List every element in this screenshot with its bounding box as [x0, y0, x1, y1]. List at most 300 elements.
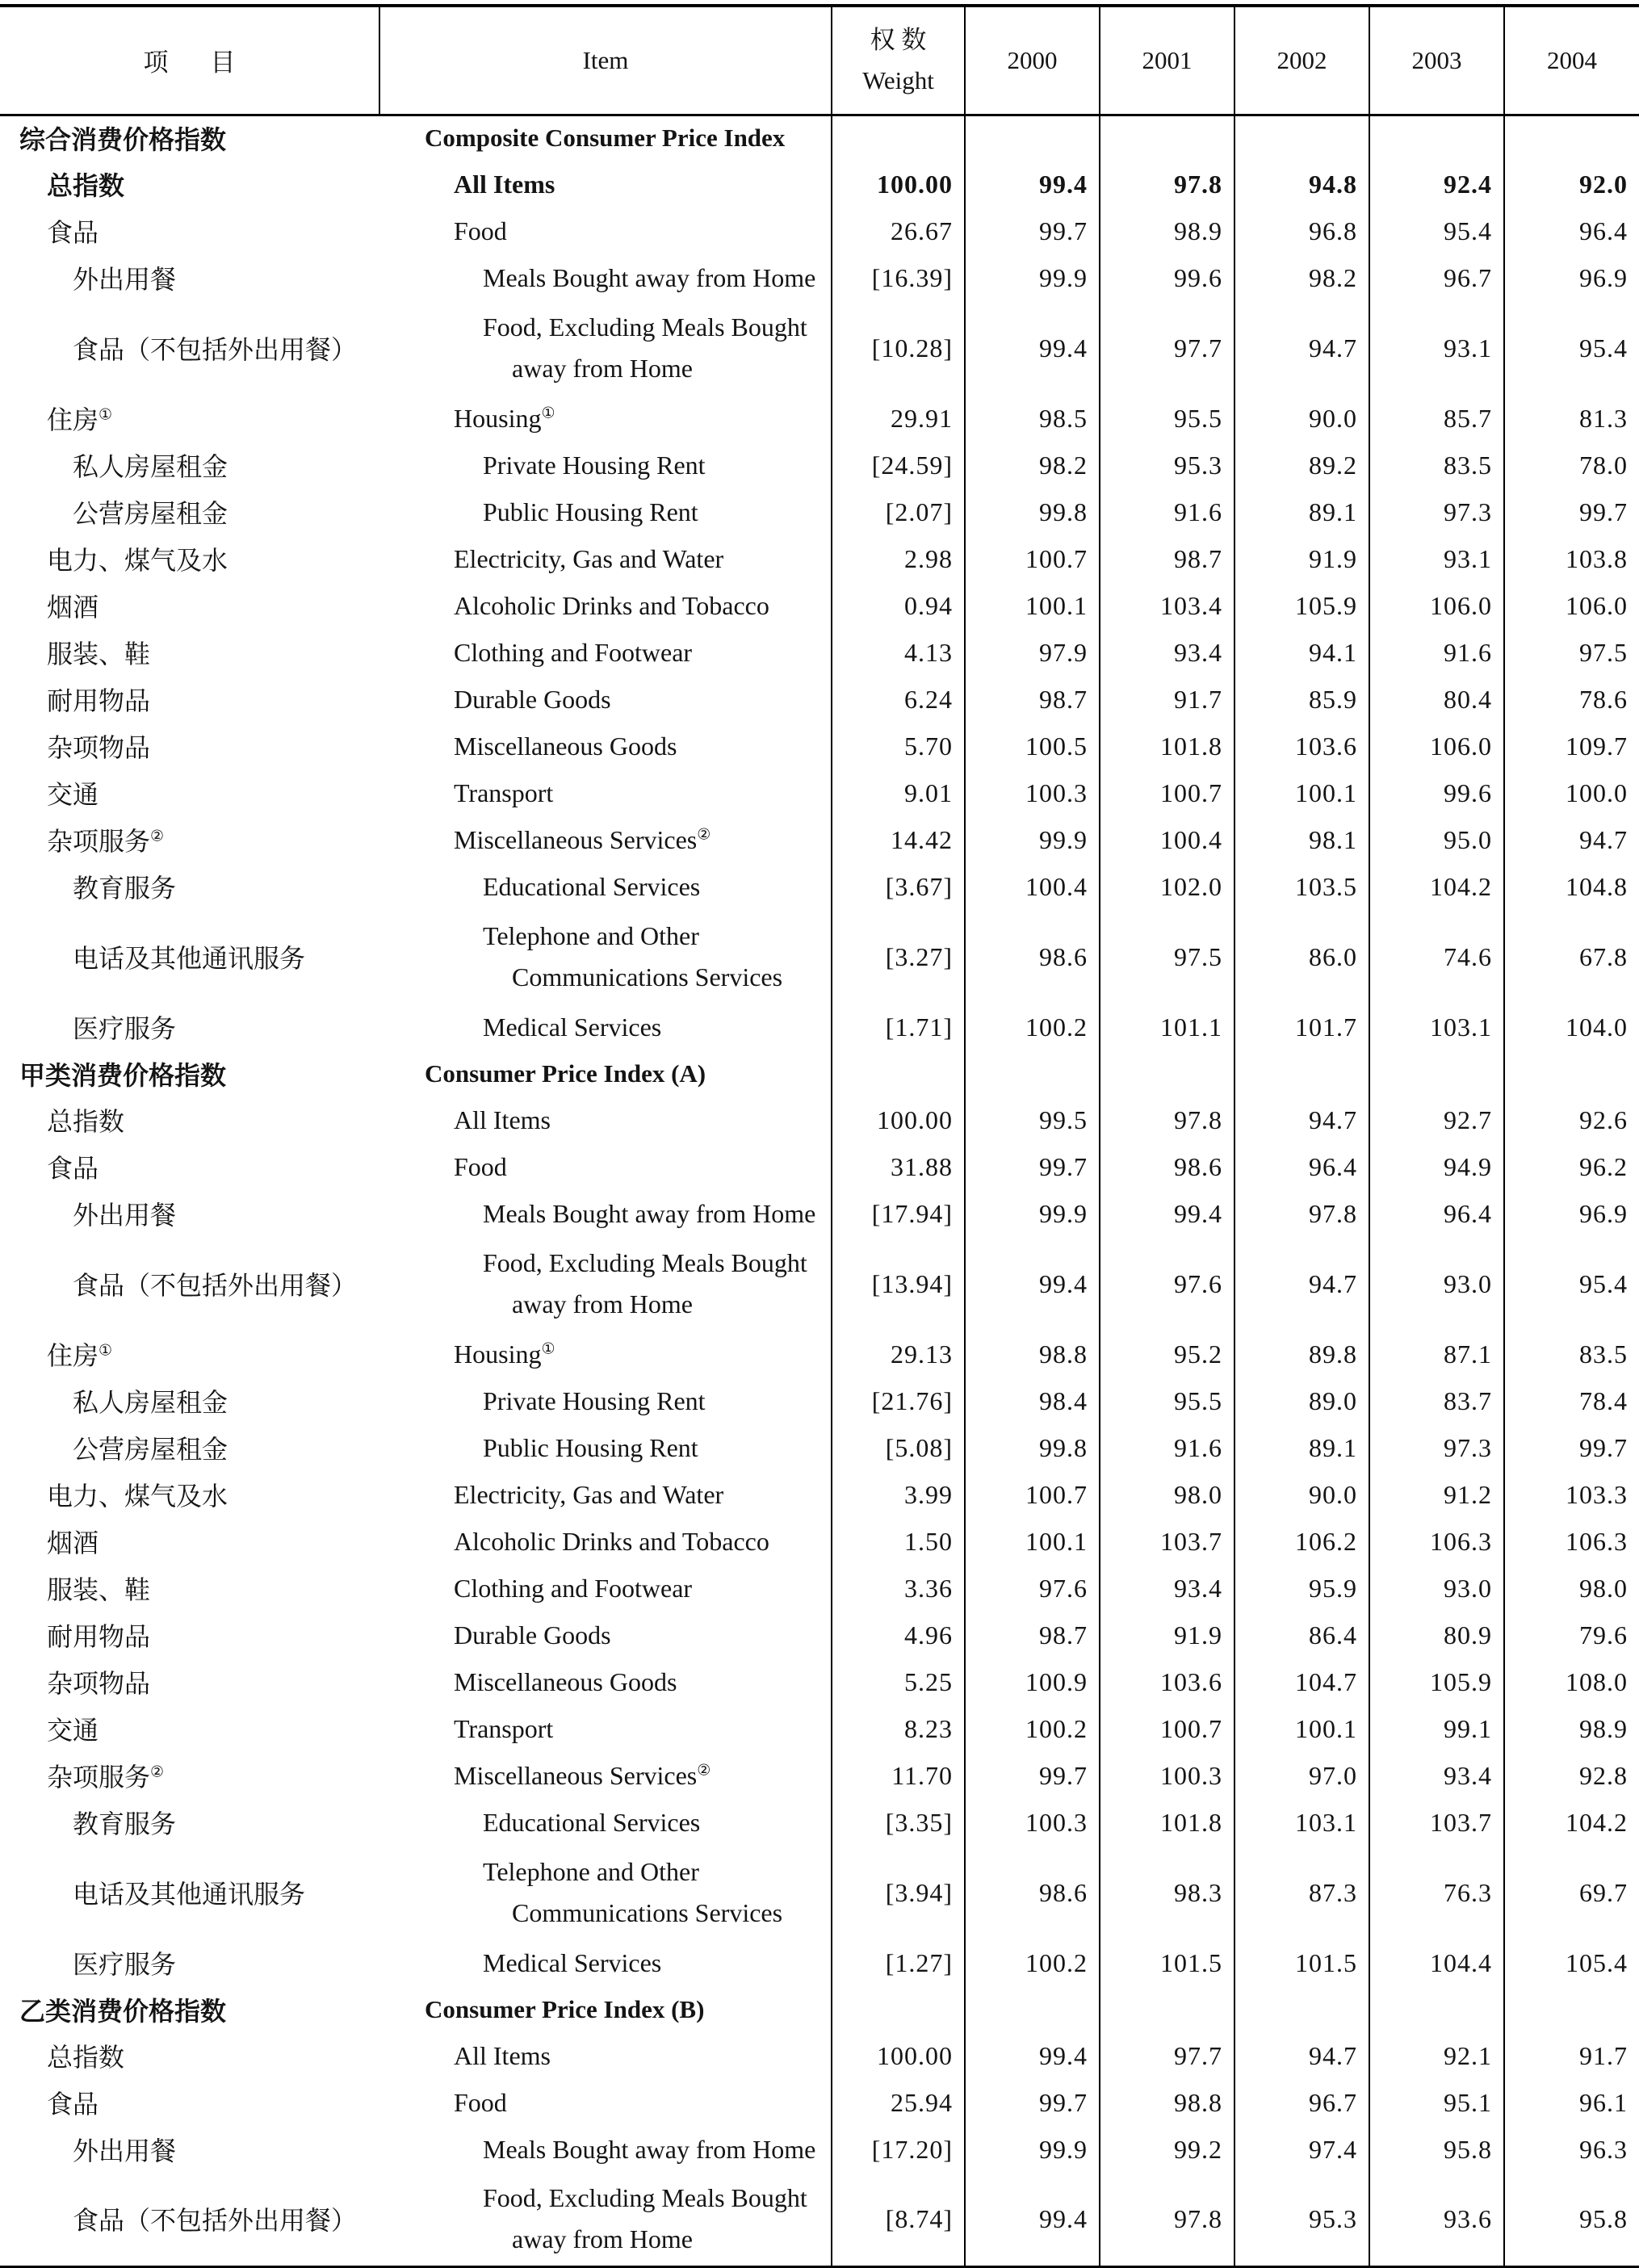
value-cell: 104.2: [1504, 1799, 1639, 1846]
table-row: [0, 1846, 1639, 1939]
item-name-en: [379, 2032, 832, 2079]
item-name-cn: [0, 1612, 379, 1658]
value-cell: 101.5: [1100, 1939, 1234, 1986]
item-name-en: [379, 1237, 832, 1331]
table-row: [0, 161, 1639, 208]
item-name-en: [379, 1658, 832, 1705]
value-cell: 98.6: [965, 910, 1100, 1004]
item-name-cn: [0, 1237, 379, 1331]
value-cell: 94.9: [1369, 1143, 1504, 1190]
item-name-en-text: Transport: [454, 778, 554, 807]
item-name-en: [379, 301, 832, 395]
footnote-mark: ②: [150, 1763, 165, 1781]
value-cell: [1100, 1050, 1234, 1096]
value-cell: 106.3: [1369, 1518, 1504, 1565]
value-cell: 99.4: [965, 161, 1100, 208]
value-cell: 95.0: [1369, 816, 1504, 863]
item-name-cn: [0, 629, 379, 676]
value-cell: 100.7: [965, 535, 1100, 582]
value-cell: 83.7: [1369, 1377, 1504, 1424]
item-name-cn-text: 电话及其他通讯服务: [73, 1880, 306, 1909]
value-cell: 100.4: [965, 863, 1100, 910]
value-cell: [1504, 115, 1639, 161]
item-name-en-text: Public Housing Rent: [483, 1432, 698, 1462]
value-cell: 93.4: [1100, 1565, 1234, 1612]
value-cell: 99.7: [1504, 488, 1639, 535]
value-cell: 95.4: [1504, 301, 1639, 395]
value-cell: [1100, 1986, 1234, 2032]
item-name-cn: [0, 1658, 379, 1705]
item-name-en: [379, 2079, 832, 2126]
item-name-en-text: Transport: [454, 1713, 554, 1743]
weight-cell: 9.01: [832, 769, 965, 816]
weight-cell: [10.28]: [832, 301, 965, 395]
value-cell: 93.4: [1100, 629, 1234, 676]
value-cell: 89.8: [1234, 1331, 1369, 1377]
table-row: [0, 910, 1639, 1004]
weight-cell: 2.98: [832, 535, 965, 582]
value-cell: 99.1: [1369, 1705, 1504, 1752]
value-cell: 96.7: [1369, 254, 1504, 301]
footnote-mark: ①: [99, 406, 113, 424]
table-row: [0, 1799, 1639, 1846]
value-cell: 106.2: [1234, 1518, 1369, 1565]
item-name-en-text: All Items: [454, 2040, 551, 2070]
value-cell: 96.9: [1504, 254, 1639, 301]
header-year: 2000: [965, 6, 1100, 115]
table-row: [0, 301, 1639, 395]
value-cell: 98.0: [1100, 1471, 1234, 1518]
value-cell: 100.5: [965, 723, 1100, 769]
item-name-en: [379, 910, 832, 1004]
value-cell: 98.6: [1100, 1143, 1234, 1190]
value-cell: 96.4: [1234, 1143, 1369, 1190]
value-cell: 97.8: [1100, 1096, 1234, 1143]
value-cell: 97.4: [1234, 2126, 1369, 2173]
item-name-en: [379, 208, 832, 254]
item-name-cn-text: 交通: [47, 1716, 99, 1745]
table-row: [0, 582, 1639, 629]
value-cell: [965, 115, 1100, 161]
item-name-en: [379, 582, 832, 629]
item-name-cn-text: 总指数: [47, 2043, 125, 2072]
value-cell: [1234, 1050, 1369, 1096]
value-cell: 97.5: [1504, 629, 1639, 676]
value-cell: 67.8: [1504, 910, 1639, 1004]
item-name-cn-text: 食品（不包括外出用餐）: [73, 1271, 358, 1300]
weight-cell: 1.50: [832, 1518, 965, 1565]
item-name-en: [379, 535, 832, 582]
item-name-en-line2: Communications Services: [512, 1898, 783, 1927]
table-row: [0, 2173, 1639, 2266]
weight-cell: 29.91: [832, 395, 965, 442]
item-name-cn: [0, 161, 379, 208]
value-cell: 98.1: [1234, 816, 1369, 863]
weight-cell: 8.23: [832, 1705, 965, 1752]
value-cell: [1369, 1050, 1504, 1096]
value-cell: 87.3: [1234, 1846, 1369, 1939]
item-name-en-text: Electricity, Gas and Water: [454, 543, 724, 573]
value-cell: 99.7: [965, 208, 1100, 254]
item-name-cn-text: 电力、煤气及水: [47, 1482, 228, 1511]
value-cell: 97.8: [1100, 2173, 1234, 2266]
table-row: [0, 1237, 1639, 1331]
item-name-cn: [0, 863, 379, 910]
value-cell: 95.2: [1100, 1331, 1234, 1377]
value-cell: 93.0: [1369, 1237, 1504, 1331]
value-cell: 97.8: [1234, 1190, 1369, 1237]
item-name-cn-text: 住房: [47, 405, 99, 434]
item-name-en-text: Educational Services: [483, 1807, 701, 1837]
value-cell: 100.1: [1234, 1705, 1369, 1752]
item-name-cn-text: 外出用餐: [73, 2136, 177, 2165]
value-cell: 94.7: [1234, 1096, 1369, 1143]
table-row: [0, 2079, 1639, 2126]
item-name-cn-text: 服装、鞋: [47, 639, 151, 669]
item-name-en: [379, 161, 832, 208]
value-cell: 100.4: [1100, 816, 1234, 863]
item-name-cn: [0, 1752, 379, 1799]
value-cell: 100.1: [1234, 769, 1369, 816]
table-row: [0, 676, 1639, 723]
header-year: 2004: [1504, 6, 1639, 115]
value-cell: 104.8: [1504, 863, 1639, 910]
item-name-cn: [0, 2079, 379, 2126]
item-name-cn-text: 公营房屋租金: [73, 1435, 228, 1464]
value-cell: 85.7: [1369, 395, 1504, 442]
item-name-en-text: Food: [454, 2087, 507, 2117]
item-name-en: [379, 769, 832, 816]
weight-cell: 11.70: [832, 1752, 965, 1799]
item-name-cn: [0, 1799, 379, 1846]
item-name-en-text: Alcoholic Drinks and Tobacco: [454, 1526, 769, 1556]
value-cell: 100.7: [1100, 1705, 1234, 1752]
item-name-cn-text: 耐用物品: [47, 686, 151, 715]
value-cell: 100.1: [965, 582, 1100, 629]
cpi-table: [0, 4, 1639, 2268]
value-cell: 100.3: [965, 769, 1100, 816]
value-cell: 89.1: [1234, 1424, 1369, 1471]
value-cell: 96.9: [1504, 1190, 1639, 1237]
item-name-cn: [0, 1846, 379, 1939]
header-weight: [832, 6, 965, 115]
item-name-cn-text: 医疗服务: [73, 1950, 177, 1979]
item-name-en-text: Alcoholic Drinks and Tobacco: [454, 590, 769, 620]
item-name-en-text: Food, Excluding Meals Bought: [483, 1248, 807, 1277]
value-cell: 96.8: [1234, 208, 1369, 254]
weight-cell: 0.94: [832, 582, 965, 629]
section-title-cn: 乙类消费价格指数: [19, 1996, 227, 2026]
item-name-en-text: Durable Goods: [454, 1620, 611, 1650]
header-weight-cn: 权 数: [870, 25, 927, 54]
item-name-en-text: All Items: [454, 1105, 551, 1134]
section-title-en: Composite Consumer Price Index: [425, 124, 786, 153]
item-name-en: [379, 629, 832, 676]
item-name-cn-text: 杂项服务: [47, 1763, 151, 1792]
item-name-cn: [0, 535, 379, 582]
weight-cell: [1.27]: [832, 1939, 965, 1986]
item-name-en-text: Private Housing Rent: [483, 450, 706, 480]
value-cell: 103.1: [1369, 1004, 1504, 1050]
item-name-en: [379, 1752, 832, 1799]
value-cell: 81.3: [1504, 395, 1639, 442]
item-name-en-text: Meals Bought away from Home: [483, 2134, 816, 2164]
value-cell: 103.3: [1504, 1471, 1639, 1518]
value-cell: 93.6: [1369, 2173, 1504, 2266]
item-name-en: [379, 1143, 832, 1190]
value-cell: 105.9: [1369, 1658, 1504, 1705]
item-name-cn: [0, 1518, 379, 1565]
value-cell: 95.1: [1369, 2079, 1504, 2126]
value-cell: 91.2: [1369, 1471, 1504, 1518]
weight-cell: 100.00: [832, 2032, 965, 2079]
weight-cell: [3.35]: [832, 1799, 965, 1846]
item-name-en: [379, 442, 832, 488]
value-cell: 91.6: [1100, 1424, 1234, 1471]
value-cell: 98.8: [965, 1331, 1100, 1377]
value-cell: 104.7: [1234, 1658, 1369, 1705]
item-name-cn: [0, 1939, 379, 1986]
value-cell: 100.3: [965, 1799, 1100, 1846]
table-row: [0, 1705, 1639, 1752]
value-cell: 94.1: [1234, 629, 1369, 676]
value-cell: 99.4: [965, 2173, 1100, 2266]
item-name-en-text: Housing: [454, 1339, 542, 1369]
item-name-cn-text: 耐用物品: [47, 1622, 151, 1651]
weight-cell: 25.94: [832, 2079, 965, 2126]
value-cell: 99.7: [965, 1752, 1100, 1799]
footnote-mark: ①: [541, 404, 555, 421]
item-name-en: [379, 1799, 832, 1846]
weight-cell: 5.25: [832, 1658, 965, 1705]
item-name-cn: [0, 2032, 379, 2079]
item-name-en-text: Educational Services: [483, 871, 701, 901]
value-cell: 92.7: [1369, 1096, 1504, 1143]
weight-cell: [3.27]: [832, 910, 965, 1004]
item-name-cn-text: 杂项物品: [47, 733, 151, 762]
value-cell: 99.2: [1100, 2126, 1234, 2173]
value-cell: 106.0: [1369, 723, 1504, 769]
item-name-en: [379, 1377, 832, 1424]
value-cell: 89.2: [1234, 442, 1369, 488]
value-cell: 78.6: [1504, 676, 1639, 723]
table-row: [0, 1658, 1639, 1705]
item-name-cn: [0, 2126, 379, 2173]
weight-cell: 4.96: [832, 1612, 965, 1658]
value-cell: 95.9: [1234, 1565, 1369, 1612]
item-name-en: [379, 863, 832, 910]
value-cell: [1504, 1986, 1639, 2032]
item-name-cn: [0, 1377, 379, 1424]
value-cell: 103.7: [1100, 1518, 1234, 1565]
table-row: [0, 769, 1639, 816]
item-name-en: [379, 816, 832, 863]
item-name-en: [379, 1331, 832, 1377]
table-body: [0, 115, 1639, 2266]
value-cell: 101.8: [1100, 1799, 1234, 1846]
item-name-cn-text: 电力、煤气及水: [47, 546, 228, 575]
value-cell: 92.1: [1369, 2032, 1504, 2079]
item-name-cn: [0, 208, 379, 254]
value-cell: 100.2: [965, 1939, 1100, 1986]
value-cell: 98.9: [1100, 208, 1234, 254]
item-name-cn: [0, 1471, 379, 1518]
table-row: [0, 1612, 1639, 1658]
weight-cell: [17.94]: [832, 1190, 965, 1237]
value-cell: 95.5: [1100, 395, 1234, 442]
item-name-en-text: Miscellaneous Goods: [454, 731, 677, 761]
value-cell: 100.2: [965, 1705, 1100, 1752]
item-name-en: [379, 395, 832, 442]
value-cell: 92.8: [1504, 1752, 1639, 1799]
value-cell: 96.2: [1504, 1143, 1639, 1190]
weight-cell: [832, 115, 965, 161]
value-cell: 78.0: [1504, 442, 1639, 488]
item-name-cn: [0, 582, 379, 629]
value-cell: 99.4: [965, 1237, 1100, 1331]
item-name-en-text: Telephone and Other: [483, 921, 699, 950]
value-cell: 91.9: [1234, 535, 1369, 582]
value-cell: [1504, 1050, 1639, 1096]
value-cell: 91.7: [1100, 676, 1234, 723]
value-cell: 97.0: [1234, 1752, 1369, 1799]
item-name-en: [379, 488, 832, 535]
item-name-en-text: Clothing and Footwear: [454, 637, 693, 667]
item-name-en: [379, 1846, 832, 1939]
value-cell: 103.4: [1100, 582, 1234, 629]
value-cell: 93.1: [1369, 301, 1504, 395]
item-name-en-text: Food: [454, 216, 507, 245]
weight-cell: [1.71]: [832, 1004, 965, 1050]
item-name-cn: [0, 2173, 379, 2266]
header-year: 2002: [1234, 6, 1369, 115]
value-cell: 104.2: [1369, 863, 1504, 910]
weight-cell: 26.67: [832, 208, 965, 254]
value-cell: 109.7: [1504, 723, 1639, 769]
item-name-cn: [0, 1424, 379, 1471]
item-name-cn: [0, 488, 379, 535]
item-name-en-text: Private Housing Rent: [483, 1386, 706, 1415]
value-cell: 97.6: [965, 1565, 1100, 1612]
table-row: [0, 1377, 1639, 1424]
value-cell: 98.7: [965, 676, 1100, 723]
value-cell: 97.5: [1100, 910, 1234, 1004]
table-row: [0, 488, 1639, 535]
table-row: [0, 2032, 1639, 2079]
value-cell: 99.9: [965, 1190, 1100, 1237]
value-cell: 98.0: [1504, 1565, 1639, 1612]
item-name-en-text: Food: [454, 1151, 507, 1181]
value-cell: [1234, 1986, 1369, 2032]
weight-cell: [3.67]: [832, 863, 965, 910]
value-cell: 99.5: [965, 1096, 1100, 1143]
item-name-en-text: Clothing and Footwear: [454, 1573, 693, 1603]
table-row: [0, 816, 1639, 863]
item-name-cn: [0, 1096, 379, 1143]
value-cell: 99.8: [965, 488, 1100, 535]
weight-cell: [16.39]: [832, 254, 965, 301]
value-cell: 85.9: [1234, 676, 1369, 723]
value-cell: 100.3: [1100, 1752, 1234, 1799]
value-cell: 89.1: [1234, 488, 1369, 535]
weight-cell: 31.88: [832, 1143, 965, 1190]
value-cell: 103.6: [1234, 723, 1369, 769]
item-name-cn-text: 食品（不包括外出用餐）: [73, 335, 358, 364]
value-cell: 99.9: [965, 2126, 1100, 2173]
value-cell: 104.4: [1369, 1939, 1504, 1986]
value-cell: 94.7: [1234, 1237, 1369, 1331]
value-cell: 99.7: [965, 2079, 1100, 2126]
item-name-cn: [0, 301, 379, 395]
item-name-cn: [0, 1565, 379, 1612]
value-cell: [965, 1986, 1100, 2032]
value-cell: 101.7: [1234, 1004, 1369, 1050]
value-cell: 92.4: [1369, 161, 1504, 208]
value-cell: 95.4: [1504, 1237, 1639, 1331]
item-name-en-text: Meals Bought away from Home: [483, 262, 816, 292]
value-cell: 87.1: [1369, 1331, 1504, 1377]
value-cell: 83.5: [1369, 442, 1504, 488]
value-cell: 86.0: [1234, 910, 1369, 1004]
item-name-en: [379, 1471, 832, 1518]
table-row: [0, 535, 1639, 582]
value-cell: 106.0: [1504, 582, 1639, 629]
item-name-cn: [0, 816, 379, 863]
item-name-en-text: Telephone and Other: [483, 1857, 699, 1886]
value-cell: 103.8: [1504, 535, 1639, 582]
item-name-en-text: Miscellaneous Goods: [454, 1666, 677, 1696]
item-name-en-text: Meals Bought away from Home: [483, 1198, 816, 1228]
section-title-en: Consumer Price Index (B): [425, 1994, 705, 2023]
weight-cell: 100.00: [832, 161, 965, 208]
item-name-en-text: Housing: [454, 403, 542, 433]
weight-cell: 3.99: [832, 1471, 965, 1518]
table-row: [0, 2126, 1639, 2173]
value-cell: [1100, 115, 1234, 161]
value-cell: 98.9: [1504, 1705, 1639, 1752]
table-row: [0, 1471, 1639, 1518]
item-name-cn-text: 食品: [47, 1154, 99, 1183]
item-name-en-text: Miscellaneous Services: [454, 824, 698, 854]
value-cell: 76.3: [1369, 1846, 1504, 1939]
value-cell: 108.0: [1504, 1658, 1639, 1705]
value-cell: 83.5: [1504, 1331, 1639, 1377]
value-cell: 98.4: [965, 1377, 1100, 1424]
item-name-en-text: Food, Excluding Meals Bought: [483, 2183, 807, 2213]
value-cell: 100.1: [965, 1518, 1100, 1565]
value-cell: 94.8: [1234, 161, 1369, 208]
table-row: [0, 1096, 1639, 1143]
table-row: [0, 1939, 1639, 1986]
item-name-cn-text: 私人房屋租金: [73, 1388, 228, 1417]
value-cell: 104.0: [1504, 1004, 1639, 1050]
value-cell: 96.3: [1504, 2126, 1639, 2173]
header-item-cn: 项目: [0, 6, 379, 115]
footnote-mark: ②: [697, 825, 711, 843]
item-name-cn-text: 总指数: [47, 1107, 125, 1136]
item-name-cn-text: 杂项物品: [47, 1669, 151, 1698]
value-cell: 95.4: [1369, 208, 1504, 254]
item-name-cn-text: 服装、鞋: [47, 1575, 151, 1604]
value-cell: 98.2: [965, 442, 1100, 488]
value-cell: 99.6: [1369, 769, 1504, 816]
value-cell: 98.6: [965, 1846, 1100, 1939]
item-name-en: [379, 1705, 832, 1752]
value-cell: 102.0: [1100, 863, 1234, 910]
value-cell: 99.7: [1504, 1424, 1639, 1471]
weight-cell: 100.00: [832, 1096, 965, 1143]
item-name-en-line2: away from Home: [512, 1289, 693, 1318]
